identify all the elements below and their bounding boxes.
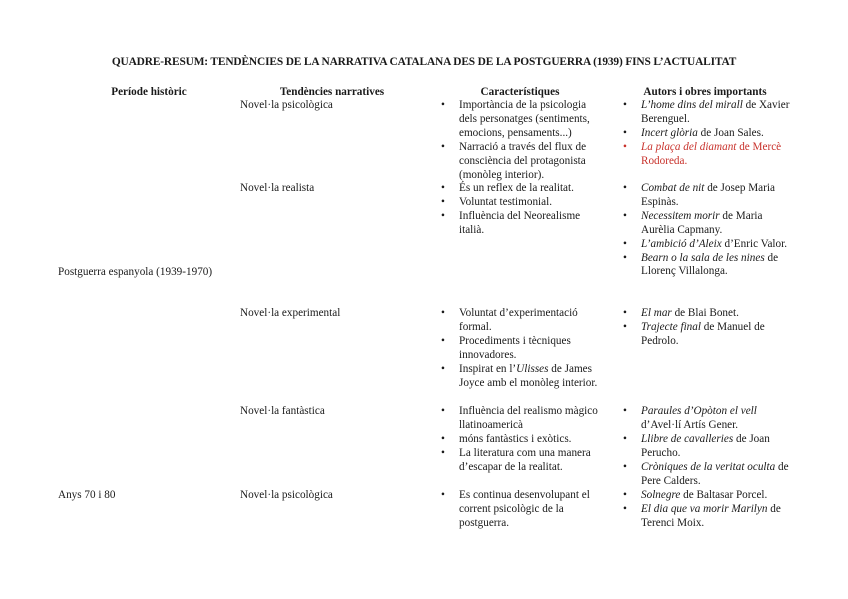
list-item-highlighted — [641, 141, 793, 169]
list-item — [641, 489, 793, 503]
authors-list — [641, 307, 793, 349]
work-author: de Joan Perucho. — [641, 432, 770, 459]
tendency-psicologica-70s: Novel·la psicològica — [240, 489, 333, 501]
tendency-realista: Novel·la realista — [240, 182, 315, 194]
characteristics-list — [459, 182, 605, 238]
work-author: de Mercè Rodoreda. — [641, 140, 782, 167]
work-title: Llibre de cavalleries — [641, 432, 734, 445]
work-author: de Baltasar Porcel. — [680, 489, 768, 501]
list-item — [641, 433, 793, 461]
characteristics-list — [459, 489, 605, 531]
header-tendencies: Tendències narratives — [279, 86, 385, 98]
work-author: de Joan Sales. — [697, 126, 764, 139]
list-item — [459, 363, 605, 391]
work-author: de Josep Maria Espinàs. — [641, 182, 775, 208]
list-item — [641, 503, 793, 531]
list-item: • Influència del realismo màgico llatinoamericà — [459, 405, 605, 433]
work-title: Incert glòria — [641, 126, 698, 139]
header-authors: Autors i obres importants — [643, 86, 767, 98]
list-item: • Procediments i tècniques innovadores. — [459, 335, 605, 363]
list-item — [641, 252, 793, 280]
work-author: d’Avel·lí Artís Gener. — [641, 418, 739, 431]
work-title: Solnegre — [641, 489, 681, 501]
list-item: • La literatura com una manera d’escapar de la realitat. — [459, 447, 605, 475]
tendency-experimental: Novel·la experimental — [240, 307, 341, 319]
work-author: de Pere Calders. — [641, 460, 789, 487]
work-author: de Blai Bonet. — [671, 307, 739, 319]
work-author: de Llorenç Villalonga. — [641, 251, 779, 278]
list-item — [641, 127, 793, 141]
list-item — [641, 461, 793, 489]
work-author: de Maria Aurèlia Capmany. — [641, 209, 763, 236]
list-item: • Voluntat d’experimentació formal. — [459, 307, 605, 335]
characteristics-list — [459, 99, 605, 182]
work-author: de Xavier Berenguel. — [641, 99, 790, 125]
period-postwar: Postguerra espanyola (1939-1970) — [58, 266, 213, 278]
header-period: Període històric — [111, 86, 187, 98]
list-item: • Importància de la psicologia dels personatges (sentiments, emocions, pensaments...) — [459, 99, 605, 141]
list-item: • És un reflex de la realitat. — [459, 182, 605, 196]
char-text: de James Joyce amb el monòleg interior. — [459, 362, 598, 389]
tendency-fantastica: Novel·la fantàstica — [240, 405, 325, 417]
authors-list — [641, 99, 793, 169]
list-item: • Influència del Neorealisme italià. — [459, 210, 605, 238]
work-title: Bearn o la sala de les nines — [641, 251, 765, 264]
work-title: El dia que va morir Marilyn — [641, 502, 768, 515]
work-title: L’ambició d’Aleix — [641, 237, 722, 250]
work-author: de Manuel de Pedrolo. — [641, 320, 765, 347]
work-author: d’Enric Valor. — [721, 237, 788, 250]
header-characteristics: Característiques — [480, 86, 560, 98]
work-title: Cròniques de la veritat oculta — [641, 460, 776, 473]
list-item: • Voluntat testimonial. — [459, 196, 605, 210]
work-title: La plaça del diamant — [641, 140, 737, 153]
authors-list — [641, 182, 793, 279]
work-title: Combat de nit — [641, 182, 705, 194]
list-item — [641, 405, 793, 433]
list-item: • Narració a través del flux de consciència del protagonista (monòleg interior). — [459, 141, 605, 183]
list-item — [641, 182, 793, 210]
char-text: Inspirat en l’ — [459, 362, 517, 375]
list-item — [641, 238, 793, 252]
work-author: de Terenci Moix. — [641, 502, 781, 529]
characteristics-list — [459, 405, 605, 475]
authors-list — [641, 405, 793, 488]
characteristics-list — [459, 307, 605, 390]
work-title: Paraules d’Opòton el vell — [641, 405, 757, 417]
list-item — [641, 307, 793, 321]
work-title: Trajecte final — [641, 320, 701, 333]
page-title: QUADRE-RESUM: TENDÈNCIES DE LA NARRATIVA CATALANA DES DE LA POSTGUERRA (1939) FINS L’ACTUALITAT — [111, 56, 737, 68]
work-title: Ulisses — [516, 362, 549, 375]
work-title: L’home dins del mirall — [641, 99, 743, 111]
list-item: • móns fantàstics i exòtics. — [459, 433, 605, 447]
tendency-psicologica: Novel·la psicològica — [240, 99, 333, 111]
list-item — [641, 99, 793, 127]
period-seventies: Anys 70 i 80 — [58, 489, 116, 501]
list-item: • Es continua desenvolupant el corrent psicològic de la postguerra. — [459, 489, 605, 531]
list-item — [641, 321, 793, 349]
authors-list — [641, 489, 793, 531]
work-title: Necessitem morir — [641, 209, 720, 222]
list-item — [641, 210, 793, 238]
work-title: El mar — [641, 307, 672, 319]
